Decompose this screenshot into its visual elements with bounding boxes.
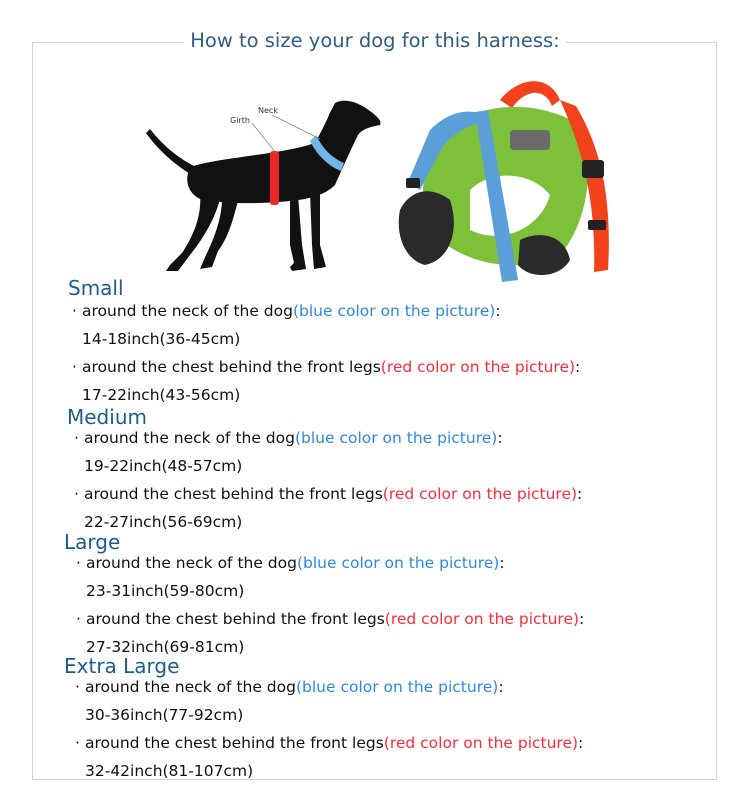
neck-color-note: (blue color on the picture) [296, 554, 500, 572]
size-section-small [68, 277, 580, 405]
size-section-extra-large [64, 655, 583, 781]
chest-color-note: (red color on the picture) [383, 734, 579, 752]
chest-measurement: 17-22inch(43-56cm) [82, 386, 241, 404]
dog-silhouette-icon [146, 101, 381, 271]
buckle-icon [582, 160, 604, 178]
neck-measurement: 19-22inch(48-57cm) [84, 457, 243, 475]
size-heading: Extra Large [64, 654, 180, 678]
neck-instruction: · around the neck of the dog(blue color on the picture): [72, 302, 501, 320]
neck-instruction: · around the neck of the dog(blue color on the picture): [74, 429, 503, 447]
chest-measurement: 22-27inch(56-69cm) [84, 513, 243, 531]
harness-product-image [390, 70, 625, 285]
size-heading: Small [68, 276, 124, 300]
dog-measurement-diagram [130, 95, 390, 280]
page-title [0, 29, 750, 52]
neck-instruction: · around the neck of the dog(blue color on the picture): [76, 554, 505, 572]
neck-instruction: · around the neck of the dog(blue color on the picture): [75, 678, 504, 696]
neck-color-note: (blue color on the picture) [295, 678, 499, 696]
chest-instruction: · around the chest behind the front legs(red color on the picture): [75, 734, 584, 752]
chest-color-note: (red color on the picture) [382, 485, 578, 503]
neck-measurement: 30-36inch(77-92cm) [85, 706, 244, 724]
chest-measurement: 32-42inch(81-107cm) [85, 762, 254, 780]
chest-measurement: 27-32inch(69-81cm) [86, 638, 245, 656]
chest-instruction: · around the chest behind the front legs(red color on the picture): [76, 610, 585, 628]
girth-strap-icon [270, 151, 279, 205]
neck-label: Neck [258, 106, 278, 115]
chest-instruction: · around the chest behind the front legs(red color on the picture): [72, 358, 581, 376]
neck-color-note: (blue color on the picture) [294, 429, 498, 447]
size-section-medium [67, 406, 582, 532]
harness-handle-icon [500, 81, 560, 108]
chest-color-note: (red color on the picture) [384, 610, 580, 628]
neck-measurement: 14-18inch(36-45cm) [82, 330, 241, 348]
neck-measurement: 23-31inch(59-80cm) [86, 582, 245, 600]
page-title-text: How to size your dog for this harness: [184, 29, 565, 52]
size-heading: Large [64, 530, 121, 554]
size-section-large [64, 531, 584, 657]
neck-color-note: (blue color on the picture) [292, 302, 496, 320]
girth-label: Girth [230, 116, 250, 125]
size-heading: Medium [67, 405, 147, 429]
chest-color-note: (red color on the picture) [380, 358, 576, 376]
chest-instruction: · around the chest behind the front legs(red color on the picture): [74, 485, 583, 503]
